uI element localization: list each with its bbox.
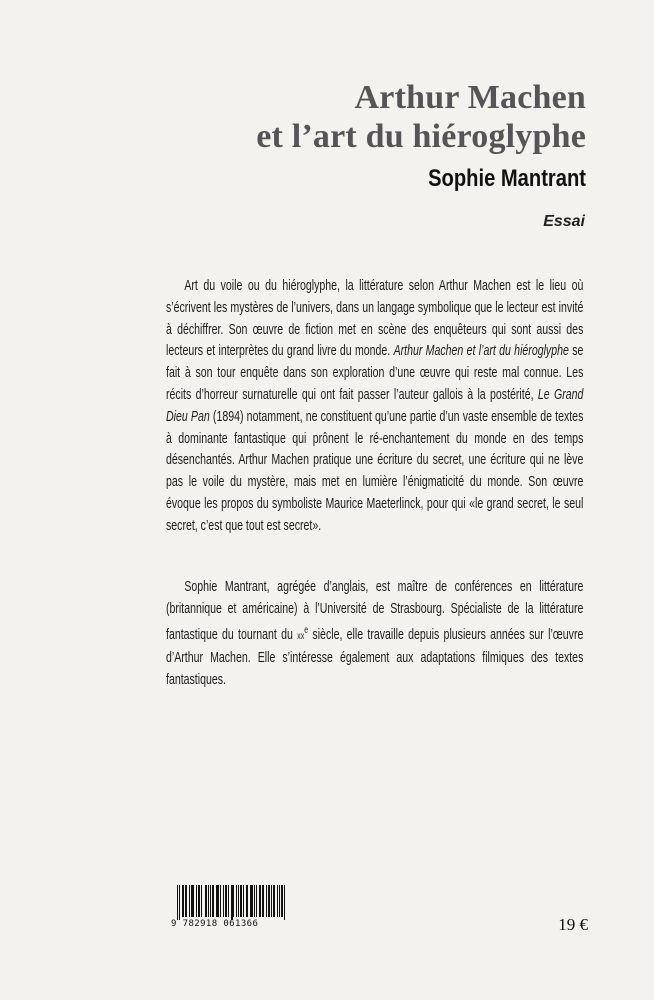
barcode-bar	[201, 885, 202, 917]
barcode-bar	[220, 885, 221, 917]
barcode-bar	[223, 885, 224, 917]
barcode-bar	[268, 885, 269, 917]
barcode-bar	[196, 885, 197, 917]
barcode-bar	[186, 885, 187, 917]
barcode-bar	[218, 885, 219, 917]
barcode-bar	[241, 885, 242, 917]
barcode-bar	[228, 885, 229, 917]
barcode-bar	[191, 885, 192, 917]
barcode-bar	[226, 885, 227, 917]
price-label: 19 €	[558, 915, 588, 934]
barcode-bar	[269, 885, 270, 917]
book-title	[256, 78, 586, 156]
barcode-bar	[185, 885, 186, 917]
barcode-bar	[262, 885, 263, 917]
barcode-bar	[263, 885, 264, 917]
barcode-bar	[240, 885, 241, 917]
century-numeral: xx	[297, 630, 305, 642]
barcode-bar	[247, 885, 248, 917]
barcode-bar	[199, 885, 200, 917]
barcode-bar	[271, 885, 272, 917]
barcode-bar	[206, 885, 207, 917]
barcode-bar	[193, 885, 194, 917]
barcode-bar	[279, 885, 280, 917]
barcode-bar	[251, 885, 252, 917]
barcode-bar	[182, 885, 183, 917]
barcode-bar	[231, 885, 232, 920]
barcode-bar	[233, 885, 234, 917]
barcode-bar	[281, 885, 282, 917]
barcode-bar	[238, 885, 239, 917]
barcode-bar	[177, 885, 178, 920]
barcode-bar	[259, 885, 260, 917]
work-title-italic: Le Grand Dieu Pan	[166, 385, 584, 425]
barcode-bar	[205, 885, 206, 917]
blurb-text: (1894) notamment, ne constituent qu’une partie d’un vaste ensemble de textes à dominante fantastique qui prônent le ré-enchantement du monde en des temps désenchantés. Arthur Machen pratique une écriture du secret, une écriture qui ne lève pas le voile du mystère, mais met en lumière l’énigmaticité du monde. Son œuvre évoque les propos du symboliste Maurice Maeterlinck, pour qui «le grand secret, le seul secret, c’est que tout est secret».	[166, 407, 584, 534]
book-title-line-2: et l’art du hiéroglyphe	[256, 118, 586, 155]
century-superscript: e	[304, 624, 309, 636]
barcode-bar	[198, 885, 199, 917]
barcode-bar	[236, 885, 237, 917]
blurb-text: Art du voile ou du hiéroglyphe, la littérature selon Arthur Machen est le lieu où s’écrivent les mystères de l’univers, dans un langage symbolique que le lecteur est invité à déchiffrer. Son œuvre de fiction met en scène des enquêteurs qui sont aussi des lecteurs et interprètes du grand livre du monde.	[166, 277, 584, 360]
barcode-bar	[189, 885, 190, 917]
barcode-bar	[256, 885, 257, 917]
barcode-bar	[216, 885, 217, 917]
blurb-text: se fait à son tour enquête dans son exploration d’une œuvre qui reste mal connue. Les récits d’horreur surnaturelle qui ont fait passer l’auteur gallois à la postérité,	[166, 342, 584, 403]
isbn-digits: 9 782918 061366	[171, 919, 259, 929]
barcode-bar	[192, 885, 193, 917]
barcode-bar	[232, 885, 233, 920]
barcode-bar	[252, 885, 253, 917]
author-name: Sophie Mantrant	[428, 165, 586, 192]
barcode-bar	[225, 885, 226, 917]
barcode-bar	[277, 885, 278, 917]
barcode-bar	[284, 885, 285, 920]
barcode-bar	[250, 885, 251, 917]
barcode-bar	[179, 885, 180, 920]
barcode-bar	[273, 885, 274, 917]
barcode-bar	[266, 885, 267, 917]
isbn-barcode	[171, 885, 288, 933]
book-title-italic: Arthur Machen et l’art du hiéroglyphe	[393, 342, 569, 360]
barcode-bar	[274, 885, 275, 917]
barcode-bar	[213, 885, 214, 917]
barcode-bar	[183, 885, 184, 917]
bio-text: Sophie Mantrant, agrégée d’anglais, est maître de conférences en littérature (britannique et américaine) à l’Université de Strasbourg. Spécialiste de la littérature fantastique du tournant du	[166, 578, 584, 643]
barcode-bar	[282, 885, 283, 917]
barcode-bar	[254, 885, 255, 917]
author-bio-paragraph	[166, 576, 583, 691]
genre-label: Essai	[543, 213, 585, 230]
barcode-bar	[208, 885, 209, 917]
barcode-bar	[260, 885, 261, 917]
barcode-bar	[246, 885, 247, 917]
barcode-bar	[243, 885, 244, 917]
bio-text: siècle, elle travaille depuis plusieurs années sur l’œuvre d’Arthur Machen. Elle s’intéresse également aux adaptations filmiques des textes fantastiques.	[166, 625, 584, 689]
book-title-line-1: Arthur Machen	[354, 79, 586, 116]
barcode-bar	[212, 885, 213, 917]
barcode-bars	[177, 885, 286, 920]
barcode-bar	[217, 885, 218, 917]
barcode-bar	[210, 885, 211, 917]
blurb-paragraph	[166, 275, 583, 537]
